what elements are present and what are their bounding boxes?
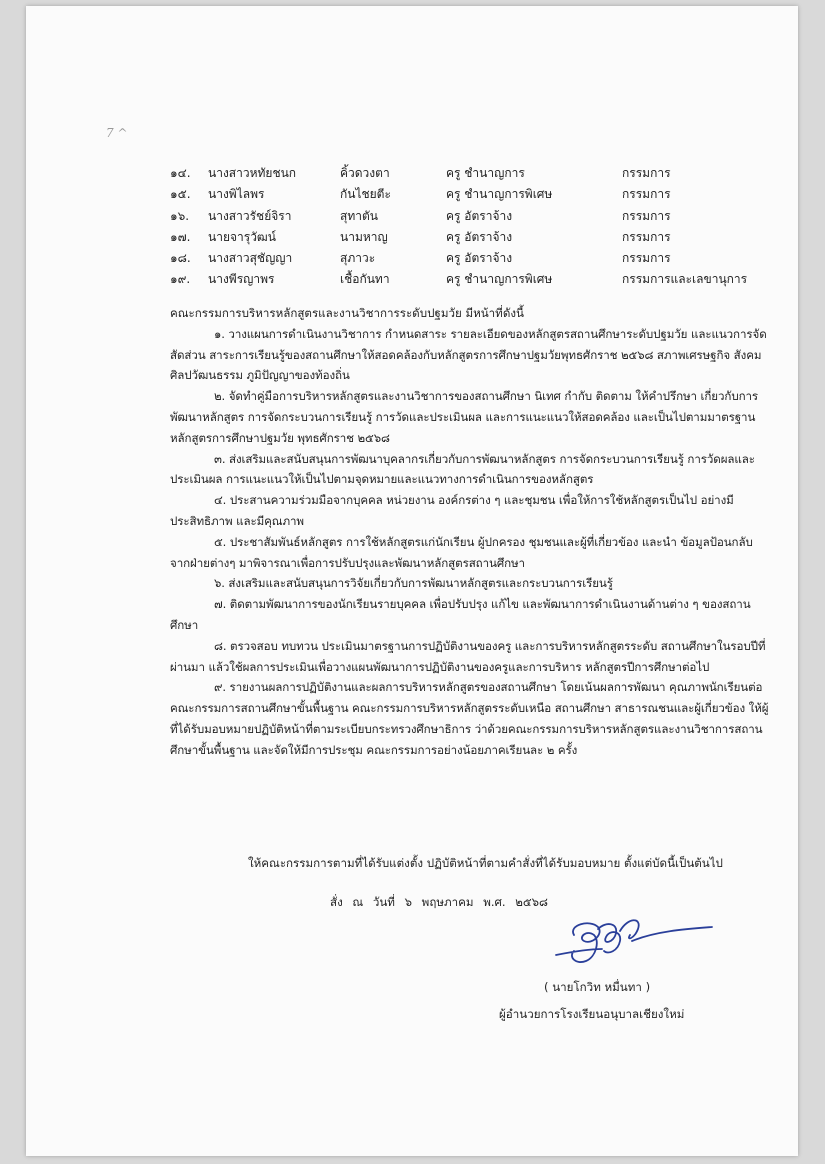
member-position: ครู อัตราจ้าง	[446, 229, 513, 244]
member-number: ๑๘.	[170, 251, 191, 266]
member-role: กรรมการ	[622, 208, 671, 223]
member-row	[170, 227, 770, 248]
member-position: ครู ชำนาญการ	[446, 166, 525, 180]
member-row	[170, 269, 770, 290]
duty-item: ๘. ตรวจสอบ ทบทวน ประเมินมาตรฐานการปฏิบัติงานของครู และการบริหารหลักสูตรระดับ สถานศึกษาในรอบปีที่ผ่านมา แล้วใช้ผลการประเมินเพื่อวางแผนพัฒนาการปฏิบัติงานของครูและการบริหาร หลักสูตรปีการศึกษาต่อไป	[170, 638, 766, 674]
signer-name: ( นายโกวิท หมื่นทา )	[544, 980, 651, 994]
member-name: นางพีรญาพร	[208, 272, 275, 287]
member-number: ๑๗.	[170, 229, 191, 244]
member-name: นางสาวสุชัญญา	[208, 251, 293, 266]
duty-item: ๒. จัดทำคู่มือการบริหารหลักสูตรและงานวิชาการของสถานศึกษา นิเทศ กำกับ ติดตาม ให้คำปรึกษา เกี่ยวกับการพัฒนาหลักสูตร การจัดกระบวนการเรียนรู้ การวัดและประเมินผล และการแนะแนวให้สอดคล้อง และเป็นไปตามมาตรฐานหลักสูตรการศึกษาปฐมวัย พุทธศักราช ๒๕๖๘	[170, 389, 759, 445]
order-date: สั่ง ณ วันที่ ๖ พฤษภาคม พ.ศ. ๒๕๖๘	[330, 895, 548, 909]
member-name: นายจารุวัฒน์	[208, 229, 276, 244]
signature-image	[546, 911, 716, 973]
member-row	[170, 184, 770, 205]
closing-statement: ให้คณะกรรมการตามที่ได้รับแต่งตั้ง ปฏิบัติหน้าที่ตามคำสั่งที่ได้รับมอบหมาย ตั้งแต่บัดนี้เป็นต้นไป	[248, 856, 723, 870]
member-role: กรรมการและเลขานุการ	[622, 272, 748, 287]
member-name: นางพิไลพร	[208, 187, 265, 202]
duties-heading: คณะกรรมการบริหารหลักสูตรและงานวิชาการระดับปฐมวัย มีหน้าที่ดังนี้	[170, 306, 524, 320]
member-surname: กันไชยตีะ	[340, 187, 391, 202]
member-surname: เชื้อกันทา	[340, 272, 390, 287]
duty-item: ๖. ส่งเสริมและสนับสนุนการวิจัยเกี่ยวกับการพัฒนาหลักสูตรและกระบวนการเรียนรู้	[214, 576, 613, 591]
member-name: นางสาวรัชย์จิรา	[208, 208, 292, 223]
signer-title: ผู้อำนวยการโรงเรียนอนุบาลเชียงใหม่	[499, 1007, 685, 1021]
member-list	[170, 163, 770, 291]
corner-mark: 7 ^	[106, 126, 128, 140]
member-position: ครู อัตราจ้าง	[446, 251, 513, 266]
duty-item: ๕. ประชาสัมพันธ์หลักสูตร การใช้หลักสูตรแก่นักเรียน ผู้ปกครอง ชุมชนและผู้ที่เกี่ยวข้อง และนำ ข้อมูลป้อนกลับ จากฝ่ายต่างๆ มาพิจารณาเพื่อการปรับปรุงและพัฒนาหลักสูตรสถานศึกษา	[170, 534, 753, 570]
member-surname: คิ้วดวงตา	[340, 166, 390, 180]
member-number: ๑๙.	[170, 272, 191, 287]
member-row	[170, 248, 770, 269]
duty-item: ๔. ประสานความร่วมมือจากบุคคล หน่วยงาน องค์กรต่าง ๆ และชุมชน เพื่อให้การใช้หลักสูตรเป็นไป อย่างมีประสิทธิภาพ และมีคุณภาพ	[170, 493, 734, 528]
duty-item: ๓. ส่งเสริมและสนับสนุนการพัฒนาบุคลากรเกี่ยวกับการพัฒนาหลักสูตร การจัดกระบวนการเรียนรู้ การวัดผลและประเมินผล การแนะแนวให้เป็นไปตามจุดหมายและแนวทางการดำเนินการของหลักสูตร	[170, 451, 755, 487]
member-surname: สุทาตัน	[340, 208, 378, 223]
duty-item: ๗. ติดตามพัฒนาการของนักเรียนรายบุคคล เพื่อปรับปรุง แก้ไข และพัฒนาการดำเนินงานด้านต่าง ๆ ของสถานศึกษา	[170, 597, 751, 632]
duty-item: ๙. รายงานผลการปฏิบัติงานและผลการบริหารหลักสูตรของสถานศึกษา โดยเน้นผลการพัฒนา คุณภาพนักเรียนต่อ คณะกรรมการสถานศึกษาขั้นพื้นฐาน คณะกรรมการบริหารหลักสูตรระดับเหนือ สถานศึกษา สาธารณชนและผู้เกี่ยวข้อง ให้ผู้ที่ได้รับมอบหมายปฏิบัติหน้าที่ตามระเบียบกระทรวงศึกษาธิการ ว่าด้วยคณะกรรมการบริหารหลักสูตรและงานวิชาการสถานศึกษาขั้นพื้นฐาน และจัดให้มีการประชุม คณะกรรมการอย่างน้อยภาคเรียนละ ๒ ครั้ง	[170, 680, 769, 757]
member-name: นางสาวหทัยชนก	[208, 166, 297, 180]
member-role: กรรมการ	[622, 166, 671, 180]
member-position: ครู ชำนาญการพิเศษ	[446, 187, 553, 202]
duty-item: ๑. วางแผนการดำเนินงานวิชาการ กำหนดสาระ รายละเอียดของหลักสูตรสถานศึกษาระดับปฐมวัย และแนวการจัดสัดส่วน สาระการเรียนรู้ของสถานศึกษาให้สอดคล้องกับหลักสูตรการศึกษาปฐมวัยพุทธศักราช ๒๕๖๘ สภาพเศรษฐกิจ สังคม ศิลปวัฒนธรรม ภูมิปัญญาของท้องถิ่น	[170, 326, 767, 383]
member-number: ๑๕.	[170, 187, 191, 202]
member-number: ๑๖.	[170, 208, 190, 223]
duties-section	[170, 303, 770, 761]
signature-stroke	[556, 920, 712, 962]
member-position: ครู ชำนาญการพิเศษ	[446, 272, 553, 287]
member-role: กรรมการ	[622, 229, 671, 244]
member-role: กรรมการ	[622, 187, 671, 202]
document-page	[26, 6, 798, 1156]
member-surname: นามหาญ	[340, 229, 388, 244]
member-surname: สุภาวะ	[340, 251, 376, 266]
member-role: กรรมการ	[622, 251, 671, 266]
member-position: ครู อัตราจ้าง	[446, 208, 513, 223]
member-row	[170, 206, 770, 227]
member-row	[170, 163, 770, 184]
member-number: ๑๔.	[170, 166, 191, 180]
